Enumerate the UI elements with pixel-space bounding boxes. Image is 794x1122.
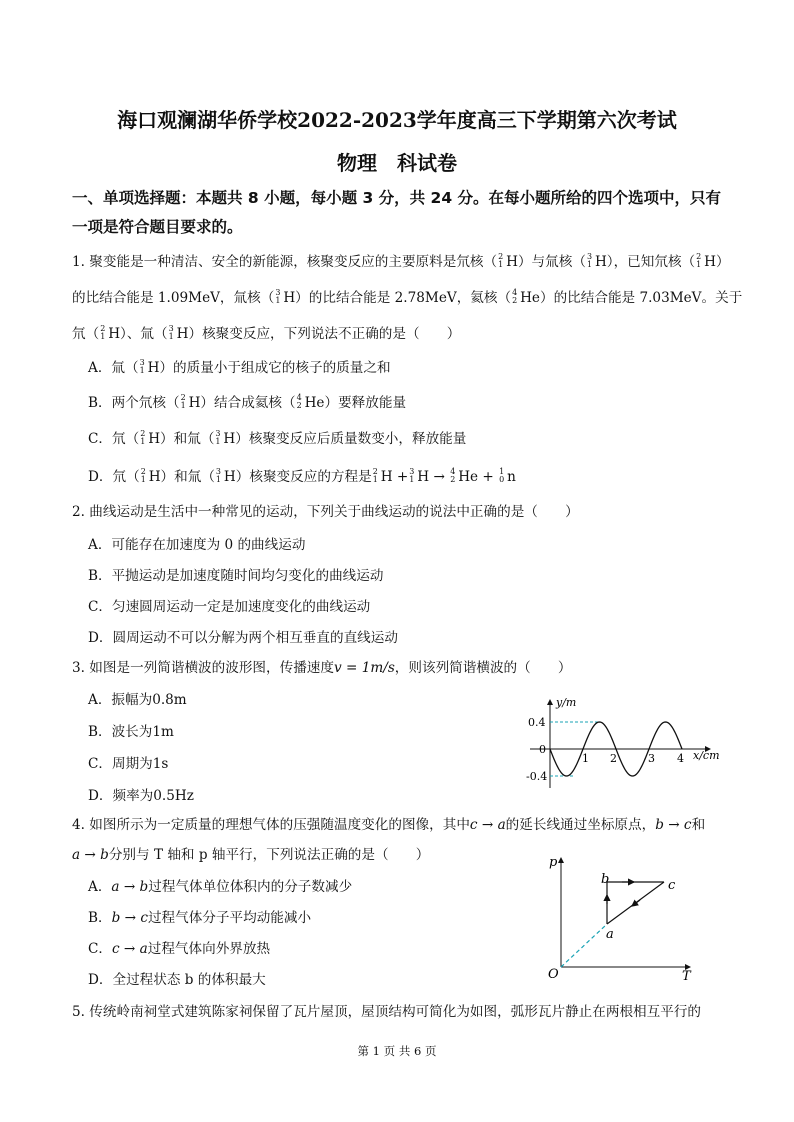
x-tick-4: 4 — [677, 752, 684, 765]
q3-stem: 3. 如图是一列简谐横波的波形图，传播速度v = 1m/s，则该列简谐横波的（ ） — [72, 660, 572, 676]
section-heading-line1: 一、单项选择题：本题共 8 小题，每小题 3 分，共 24 分。在每小题所给的四个选项中，只有 — [72, 189, 722, 207]
q1-option-b[interactable]: B．两个氘核（ 2 1 H）结合成氦核（ 4 2 He）要释放能量 — [88, 393, 407, 411]
nuclide-deuterium: 2 1 — [696, 252, 702, 269]
nuclide-deuterium: 2 1 — [140, 467, 146, 484]
nuclide-tritium: 3 1 — [586, 252, 593, 269]
origin-label: O — [548, 967, 559, 980]
q1-option-d[interactable]: D．氘（ 2 1 H）和氚（ 3 1 H）核聚变反应的方程是 2 1 H + 3 1 H → 4 2 He + 1 0 n — [88, 467, 516, 485]
nuclide-tritium: 3 1 — [215, 467, 222, 484]
q2-option-a[interactable]: A．可能存在加速度为 0 的曲线运动 — [88, 537, 306, 553]
q4-option-b[interactable]: B．b → c过程气体分子平均动能减小 — [88, 910, 312, 926]
extension-line — [561, 924, 607, 967]
fusion-equation: 2 1 H + 3 1 H → 4 2 He + 1 0 n — [372, 467, 516, 485]
point-b-label: b — [601, 872, 610, 887]
q4-stem-line2: a → b分别与 T 轴和 p 轴平行，下列说法正确的是（ ） — [72, 847, 430, 863]
nuclide-helium: 4 2 — [512, 288, 518, 305]
y-tick-bottom: -0.4 — [526, 770, 548, 783]
x-tick-2: 2 — [610, 752, 617, 765]
q4-option-a[interactable]: A．a → b过程气体单位体积内的分子数减少 — [88, 879, 353, 895]
exam-title: 海口观澜湖华侨学校2022-2023学年度高三下学期第六次考试 — [117, 108, 677, 132]
q3-option-a[interactable]: A．振幅为0.8m — [88, 692, 187, 708]
nuclide-deuterium: 2 1 — [100, 324, 106, 341]
wave-graph — [520, 692, 730, 792]
nuclide-tritium: 3 1 — [215, 429, 221, 446]
nuclide-tritium: 3 1 — [168, 324, 174, 341]
exam-subtitle: 物理 科试卷 — [337, 151, 457, 175]
nuclide-deuterium: 2 1 — [498, 252, 504, 269]
origin-label: 0 — [539, 743, 546, 756]
q3-option-b[interactable]: B．波长为1m — [88, 724, 174, 740]
y-axis-label: y/m — [556, 696, 577, 709]
arrow-ca — [632, 900, 640, 906]
section-heading-line2: 一项是符合题目要求的。 — [72, 218, 243, 236]
nuclide-helium: 4 2 — [296, 393, 302, 410]
p-axis-label: p — [549, 855, 558, 870]
q5-stem: 5. 传统岭南祠堂式建筑陈家祠保留了瓦片屋顶，屋顶结构可简化为如图，弧形瓦片静止在两根相互平行的 — [72, 1004, 702, 1020]
q4-stem-line1: 4. 如图所示为一定质量的理想气体的压强随温度变化的图像，其中c → a的延长线通过坐标原点，b → c和 — [72, 817, 706, 833]
q2-option-d[interactable]: D．圆周运动不可以分解为两个相互垂直的直线运动 — [88, 630, 398, 646]
q2-stem: 2. 曲线运动是生活中一种常见的运动，下列关于曲线运动的说法中正确的是（ ） — [72, 504, 579, 520]
q1-stem-line3: 氘（ 2 1 H）、氚（ 3 1 H）核聚变反应，下列说法不正确的是（ ） — [72, 324, 461, 342]
nuclide-deuterium: 2 1 — [140, 429, 146, 446]
q1-option-c[interactable]: C．氘（ 2 1 H）和氚（ 3 1 H）核聚变反应后质量数变小，释放能量 — [88, 429, 467, 447]
nuclide-deuterium: 2 1 — [180, 393, 186, 410]
x-tick-1: 1 — [582, 752, 589, 765]
q1-stem-line2: 的比结合能是 1.09MeV，氚核（ 3 1 H）的比结合能是 2.78MeV，氦核（ 4 2 He）的比结合能是 7.03MeV。关于 — [72, 288, 743, 306]
q4-option-c[interactable]: C．c → a过程气体向外界放热 — [88, 941, 271, 957]
point-a-label: a — [606, 927, 614, 942]
pressure-temperature-graph — [540, 852, 700, 980]
q1-stem-line1: 1. 聚变能是一种清洁、安全的新能源，核聚变反应的主要原料是氘核（ 2 1 H）与氚核（ 3 1 H），已知氘核（ 2 1 H） — [72, 252, 730, 270]
page-footer: 第 1 页 共 6 页 — [357, 1044, 437, 1058]
y-tick-top: 0.4 — [528, 716, 546, 729]
point-c-label: c — [668, 878, 676, 893]
q4-option-d[interactable]: D．全过程状态 b 的体积最大 — [88, 972, 266, 988]
x-axis-label: x/cm — [693, 749, 720, 762]
t-axis-label: T — [682, 969, 691, 980]
q2-option-c[interactable]: C．匀速圆周运动一定是加速度变化的曲线运动 — [88, 599, 371, 615]
x-tick-3: 3 — [648, 752, 655, 765]
q3-option-d[interactable]: D．频率为0.5Hz — [88, 788, 194, 804]
q3-option-c[interactable]: C．周期为1s — [88, 756, 169, 772]
q2-option-b[interactable]: B．平抛运动是加速度随时间均匀变化的曲线运动 — [88, 568, 384, 584]
nuclide-tritium: 3 1 — [275, 288, 281, 305]
nuclide-tritium: 3 1 — [139, 358, 145, 375]
q1-option-a[interactable]: A．氚（ 3 1 H）的质量小于组成它的核子的质量之和 — [88, 358, 391, 376]
